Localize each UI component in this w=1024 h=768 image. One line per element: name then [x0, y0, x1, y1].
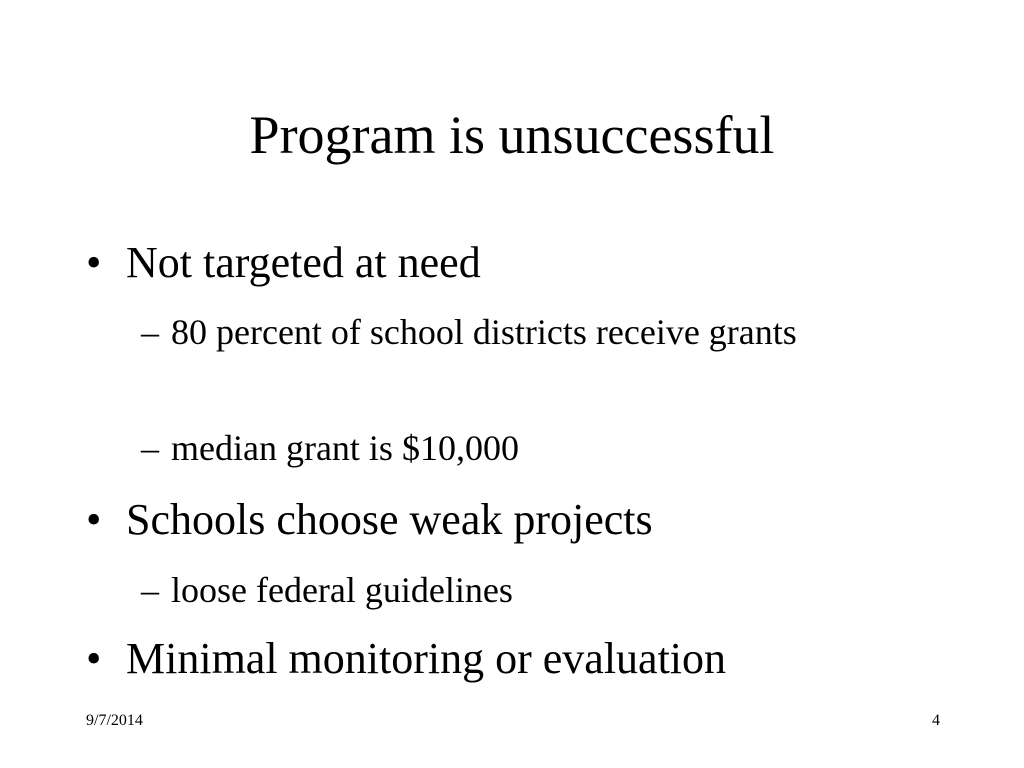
- page-number: 4: [932, 712, 940, 729]
- sub-bullet-marker: –: [141, 312, 159, 352]
- sub-bullet-text: 80 percent of school districts receive grants: [171, 312, 797, 352]
- bullet-text: Schools choose weak projects: [126, 495, 653, 544]
- bullet-marker: •: [86, 495, 102, 544]
- sub-bullet-text: median grant is $10,000: [171, 428, 519, 468]
- sub-bullet-marker: –: [141, 428, 159, 468]
- bullet-marker: •: [86, 634, 102, 683]
- bullet-item: [86, 495, 653, 545]
- sub-bullet-item: [141, 568, 861, 612]
- sub-bullet-item: [141, 426, 861, 470]
- sub-bullet-text: loose federal guidelines: [171, 570, 513, 610]
- bullet-text: Not targeted at need: [126, 238, 481, 287]
- slide-title: Program is unsuccessful: [249, 105, 775, 165]
- bullet-text: Minimal monitoring or evaluation: [126, 634, 727, 683]
- bullet-marker: •: [86, 238, 102, 287]
- footer-date: 9/7/2014: [86, 712, 143, 729]
- bullet-item: [86, 634, 726, 684]
- bullet-item: [86, 238, 481, 288]
- sub-bullet-item: [141, 310, 861, 354]
- sub-bullet-marker: –: [141, 570, 159, 610]
